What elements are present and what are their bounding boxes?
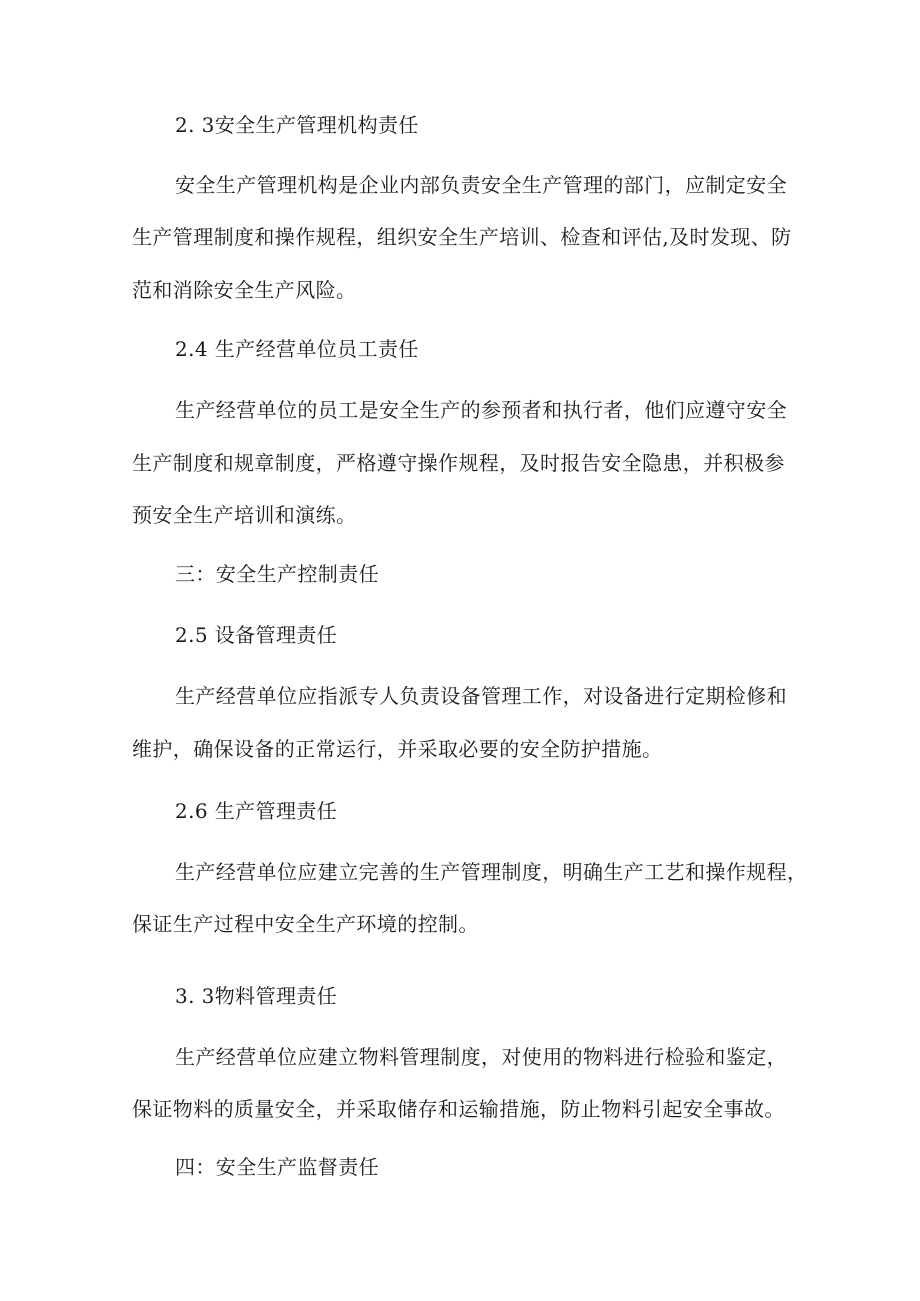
- paragraph-line: 维护，确保设备的正常运行，并采取必要的安全防护措施。: [132, 737, 663, 761]
- paragraph-line: 生产经营单位应建立完善的生产管理制度，明确生产工艺和操作规程，: [175, 860, 808, 884]
- paragraph-line: 范和消除安全生产风险。: [132, 278, 357, 302]
- paragraph-line: 生产制度和规章制度，严格遵守操作规程，及时报告安全隐患，并积极参: [132, 451, 785, 475]
- paragraph-line: 生产管理制度和操作规程，组织安全生产培训、检查和评估,及时发现、防: [132, 225, 792, 249]
- section-heading: 3. 3物料管理责任: [175, 984, 338, 1008]
- paragraph-line: 生产经营单位的员工是安全生产的参预者和执行者，他们应遵守安全: [175, 398, 787, 422]
- section-heading: 2.4 生产经营单位员工责任: [175, 337, 419, 361]
- paragraph-line: 生产经营单位应指派专人负责设备管理工作，对设备进行定期检修和: [175, 684, 787, 708]
- paragraph-line: 预安全生产培训和演练。: [132, 503, 357, 527]
- paragraph-line: 保证生产过程中安全生产环境的控制。: [132, 912, 479, 936]
- section-heading: 2.5 设备管理责任: [175, 623, 338, 647]
- chapter-heading: 三：安全生产控制责任: [175, 562, 379, 586]
- section-heading: 2. 3安全生产管理机构责任: [175, 113, 419, 137]
- section-heading: 2.6 生产管理责任: [175, 799, 338, 823]
- paragraph-line: 安全生产管理机构是企业内部负责安全生产管理的部门，应制定安全: [175, 173, 787, 197]
- paragraph-line: 保证物料的质量安全，并采取储存和运输措施，防止物料引起安全事故。: [132, 1097, 785, 1121]
- chapter-heading: 四：安全生产监督责任: [175, 1155, 379, 1179]
- paragraph-line: 生产经营单位应建立物料管理制度，对使用的物料进行检验和鉴定，: [175, 1045, 787, 1069]
